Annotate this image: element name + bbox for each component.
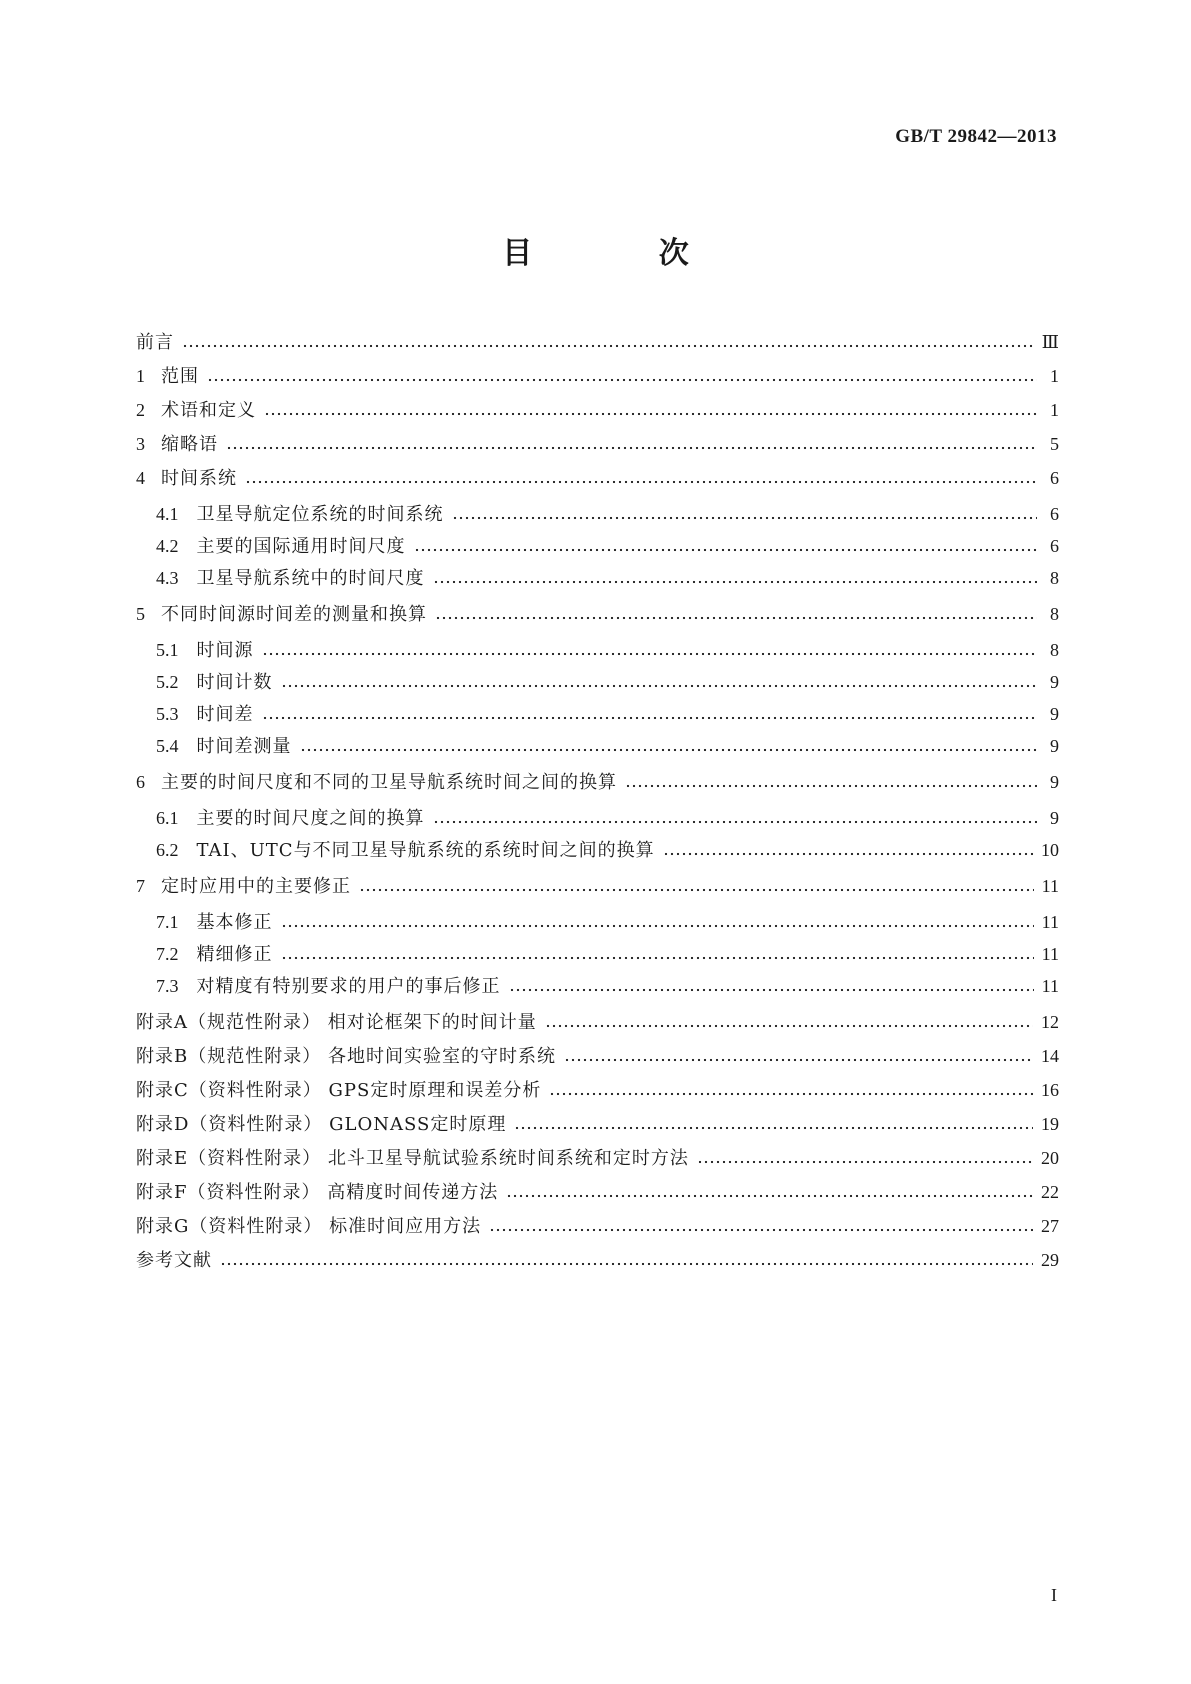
toc-entry-page: 10 — [1041, 840, 1059, 860]
toc-entry-page: 22 — [1041, 1182, 1059, 1202]
toc-leader-dots — [220, 1257, 1033, 1269]
toc-entry[interactable] — [136, 730, 1059, 762]
toc-entry-number: 4.1 — [156, 504, 179, 524]
toc-entry[interactable] — [136, 1039, 1059, 1073]
toc-entry-page: 6 — [1050, 536, 1059, 556]
toc-entry-label: 术语和定义 — [161, 400, 256, 421]
toc-entry-label: 时间源 — [196, 640, 254, 661]
toc-entry-label: 卫星导航系统中的时间尺度 — [196, 568, 425, 589]
toc-entry[interactable] — [136, 666, 1059, 698]
toc-leader-dots — [435, 611, 1037, 623]
toc-leader-dots — [549, 1087, 1033, 1099]
toc-entry[interactable] — [136, 325, 1059, 359]
toc-entry[interactable] — [136, 530, 1059, 562]
toc-entry-label: 附录F（资料性附录） 高精度时间传递方法 — [136, 1182, 499, 1203]
toc-entry[interactable] — [136, 970, 1059, 1002]
toc-entry-label: 卫星导航定位系统的时间系统 — [196, 504, 444, 525]
toc-entry-label: 范围 — [161, 366, 199, 387]
toc-entry-number: 4.3 — [156, 568, 179, 588]
toc-entry[interactable] — [136, 765, 1059, 799]
toc-entry-label: 时间系统 — [161, 468, 237, 489]
toc-entry-label: TAI、UTC与不同卫星导航系统的系统时间之间的换算 — [196, 840, 655, 861]
toc-entry-label: 附录G（资料性附录） 标准时间应用方法 — [136, 1216, 482, 1237]
toc-leader-dots — [262, 647, 1038, 659]
toc-entry-page: 14 — [1041, 1046, 1059, 1066]
toc-entry-page: 6 — [1050, 504, 1059, 524]
toc-entry-label: 基本修正 — [196, 912, 273, 933]
toc-entry[interactable] — [136, 1107, 1059, 1141]
toc-entry-page: 19 — [1041, 1114, 1059, 1134]
toc-entry-page: 27 — [1041, 1216, 1059, 1236]
toc-entry-label: 精细修正 — [196, 944, 273, 965]
toc-entry-page: 11 — [1041, 912, 1059, 932]
toc-leader-dots — [182, 339, 1034, 351]
toc-leader-dots — [281, 919, 1034, 931]
toc-entry-label: 附录C（资料性附录） GPS定时原理和误差分析 — [136, 1080, 542, 1101]
toc-leader-dots — [207, 373, 1037, 385]
toc-entry[interactable] — [136, 562, 1059, 594]
toc-entry-label: 主要的时间尺度和不同的卫星导航系统时间之间的换算 — [161, 772, 617, 793]
toc-entry[interactable] — [136, 906, 1059, 938]
toc-entry-number: 4 — [136, 468, 145, 488]
toc-leader-dots — [545, 1019, 1033, 1031]
toc-entry-number: 5.1 — [156, 640, 179, 660]
toc-entry[interactable] — [136, 597, 1059, 631]
toc-entry-page: 11 — [1041, 876, 1059, 896]
toc-entry-number: 5.3 — [156, 704, 179, 724]
toc-leader-dots — [281, 679, 1038, 691]
toc-entry-page: 8 — [1050, 640, 1059, 660]
toc-entry-label: 定时应用中的主要修正 — [161, 876, 351, 897]
toc-entry-number: 7 — [136, 876, 145, 896]
toc-entry[interactable] — [136, 1175, 1059, 1209]
toc-entry-number: 7.2 — [156, 944, 179, 964]
toc-entry-page: 9 — [1050, 808, 1059, 828]
toc-entry-label: 不同时间源时间差的测量和换算 — [161, 604, 427, 625]
toc-entry-label: 对精度有特别要求的用户的事后修正 — [196, 976, 501, 997]
toc-entry-label: 主要的时间尺度之间的换算 — [196, 808, 425, 829]
toc-entry-page: 6 — [1050, 468, 1059, 488]
toc-leader-dots — [359, 883, 1034, 895]
toc-entry[interactable] — [136, 634, 1059, 666]
toc-entry-page: 8 — [1050, 604, 1059, 624]
toc-entry-page: 12 — [1041, 1012, 1059, 1032]
toc-entry-number: 5 — [136, 604, 145, 624]
toc-entry-number: 7.3 — [156, 976, 179, 996]
toc-entry-label: 附录B（规范性附录） 各地时间实验室的守时系统 — [136, 1046, 556, 1067]
toc-leader-dots — [564, 1053, 1033, 1065]
toc-entry-number: 5.4 — [156, 736, 179, 756]
toc-entry[interactable] — [136, 461, 1059, 495]
toc-entry-page: 29 — [1041, 1250, 1059, 1270]
toc-entry-number: 3 — [136, 434, 145, 454]
toc-entry-page: 11 — [1041, 976, 1059, 996]
toc-entry[interactable] — [136, 834, 1059, 866]
page-number: I — [1051, 1585, 1057, 1605]
toc-leader-dots — [281, 951, 1034, 963]
toc-entry-page: 9 — [1050, 704, 1059, 724]
toc-leader-dots — [262, 711, 1038, 723]
toc-entry[interactable] — [136, 427, 1059, 461]
toc-entry[interactable] — [136, 1073, 1059, 1107]
toc-entry-page: 1 — [1050, 366, 1059, 386]
toc-entry[interactable] — [136, 869, 1059, 903]
toc-entry-number: 4.2 — [156, 536, 179, 556]
toc-entry[interactable] — [136, 938, 1059, 970]
toc-entry[interactable] — [136, 1243, 1059, 1277]
toc-leader-dots — [414, 543, 1038, 555]
toc-entry-page: 9 — [1050, 736, 1059, 756]
toc-leader-dots — [226, 441, 1037, 453]
toc-entry-page: 11 — [1041, 944, 1059, 964]
toc-entry[interactable] — [136, 393, 1059, 427]
toc-entry-number: 7.1 — [156, 912, 179, 932]
toc-entry-label: 附录D（资料性附录） GLONASS定时原理 — [136, 1114, 507, 1135]
toc-entry-number: 6 — [136, 772, 145, 792]
toc-leader-dots — [697, 1155, 1033, 1167]
toc-entry-page: 20 — [1041, 1148, 1059, 1168]
toc-entry[interactable] — [136, 1141, 1059, 1175]
toc-entry-label: 附录E（资料性附录） 北斗卫星导航试验系统时间系统和定时方法 — [136, 1148, 689, 1169]
toc-leader-dots — [489, 1223, 1033, 1235]
toc-leader-dots — [514, 1121, 1033, 1133]
toc-entry-page: Ⅲ — [1041, 332, 1059, 352]
toc-entry[interactable] — [136, 359, 1059, 393]
toc-entry-label: 时间差测量 — [196, 736, 292, 757]
toc-entry-label: 主要的国际通用时间尺度 — [196, 536, 406, 557]
toc-entry-label: 时间差 — [196, 704, 254, 725]
toc-entry-label: 缩略语 — [161, 434, 218, 455]
toc-leader-dots — [300, 743, 1038, 755]
toc-entry-label: 参考文献 — [136, 1250, 212, 1271]
toc-leader-dots — [433, 575, 1038, 587]
toc-leader-dots — [264, 407, 1037, 419]
toc-entry-page: 8 — [1050, 568, 1059, 588]
toc-entry-number: 5.2 — [156, 672, 179, 692]
toc-entry[interactable] — [136, 698, 1059, 730]
toc-entry[interactable] — [136, 1005, 1059, 1039]
toc-entry-page: 16 — [1041, 1080, 1059, 1100]
toc-leader-dots — [506, 1189, 1033, 1201]
toc-entry-number: 1 — [136, 366, 145, 386]
toc-entry-page: 5 — [1050, 434, 1059, 454]
standard-code: GB/T 29842—2013 — [895, 126, 1057, 147]
toc-entry[interactable] — [136, 498, 1059, 530]
toc-leader-dots — [625, 779, 1037, 791]
toc-title: 目 次 — [502, 236, 747, 271]
toc-entry-label: 前言 — [136, 332, 174, 353]
toc-entry-page: 9 — [1050, 672, 1059, 692]
toc-leader-dots — [245, 475, 1037, 487]
toc-entry-number: 2 — [136, 400, 145, 420]
toc-entry-number: 6.1 — [156, 808, 179, 828]
toc-entry-label: 时间计数 — [196, 672, 273, 693]
toc-entry-page: 9 — [1050, 772, 1059, 792]
toc-entry[interactable] — [136, 802, 1059, 834]
toc-leader-dots — [433, 815, 1038, 827]
toc-leader-dots — [663, 847, 1033, 859]
table-of-contents — [136, 325, 1059, 1277]
toc-entry-label: 附录A（规范性附录） 相对论框架下的时间计量 — [136, 1012, 537, 1033]
toc-leader-dots — [452, 511, 1038, 523]
toc-leader-dots — [509, 983, 1034, 995]
toc-entry[interactable] — [136, 1209, 1059, 1243]
toc-entry-page: 1 — [1050, 400, 1059, 420]
toc-entry-number: 6.2 — [156, 840, 179, 860]
